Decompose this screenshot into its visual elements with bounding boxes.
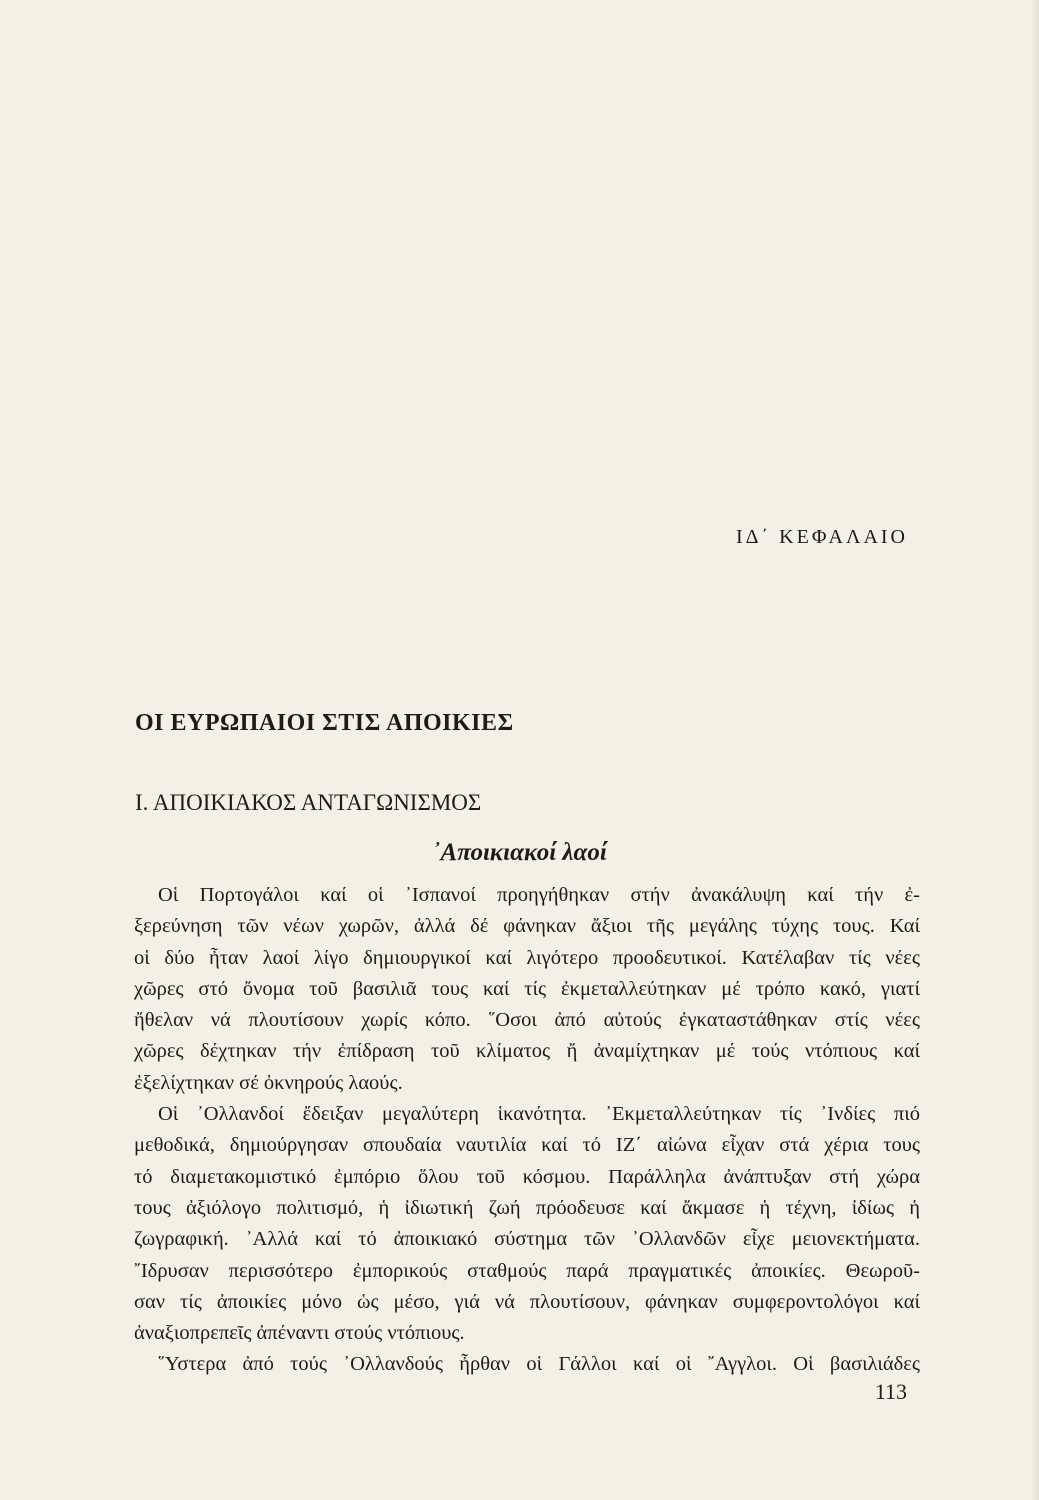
text-line: ἤθελαν νά πλουτίσουν χωρίς κόπο. ῞Οσοι ἀπό αὐτούς ἐγκαταστάθηκαν στίς νέες	[134, 1009, 920, 1032]
text-line: ἀναξιοπρεπεῖς ἀπέναντι στούς ντόπιους.	[134, 1322, 465, 1345]
text-line: χῶρες στό ὄνομα τοῦ βασιλιᾶ τους καί τίς ἐκμεταλλεύτηκαν μέ τρόπο κακό, γιατί	[134, 977, 920, 1000]
text-line: ῞Υστερα ἀπό τούς ᾿Ολλανδούς ἦρθαν οἱ Γάλλοι καί οἱ ῎Αγγλοι. Οἱ βασιλιάδες	[158, 1353, 920, 1376]
text-line: Οἱ Πορτογάλοι καί οἱ ᾿Ισπανοί προηγήθηκαν στήν ἀνακάλυψη καί τήν ἐ-	[158, 884, 920, 906]
text-line: μεθοδικά, δημιούργησαν σπουδαία ναυτιλία καί τό ΙΖ΄ αἰώνα εἶχαν στά χέρια τους	[134, 1134, 920, 1157]
chapter-title: ΟΙ ΕΥΡΩΠΑΙΟΙ ΣΤΙΣ ΑΠΟΙΚΙΕΣ	[135, 710, 514, 736]
text-line: ῎Ιδρυσαν περισσότερο ἐμπορικούς σταθμούς παρά πραγματικές ἀποικίες. Θεωροῦ-	[134, 1259, 920, 1282]
text-line: ζωγραφική. ᾿Αλλά καί τό ἀποικιακό σύστημα τῶν ᾿Ολλανδῶν εἶχε μειονεκτήματα.	[134, 1228, 920, 1251]
section-heading: Ι. ΑΠΟΙΚΙΑΚΟΣ ΑΝΤΑΓΩΝΙΣΜΟΣ	[135, 790, 482, 815]
text-line: οἱ δύο ἦταν λαοί λίγο δημιουργικοί καί λιγότερο προοδευτικοί. Κατέλαβαν τίς νέες	[134, 946, 920, 969]
text-line: τους ἀξιόλογο πολιτισμό, ἡ ἰδιωτική ζωή πρόοδευσε καί ἄκμασε ἡ τέχνη, ἰδίως ἡ	[134, 1196, 920, 1219]
text-line: ἐξελίχτηκαν σέ ὀκνηρούς λαούς.	[134, 1071, 403, 1094]
page-edge	[1031, 0, 1039, 1500]
body-text	[134, 880, 920, 1381]
text-line: Οἱ ᾿Ολλανδοί ἔδειξαν μεγαλύτερη ἱκανότητα. ᾿Εκμεταλλεύτηκαν τίς ᾿Ινδίες πιό	[158, 1103, 920, 1126]
text-line: σαν τίς ἀποικίες μόνο ὡς μέσο, γιά νά πλουτίσουν, φάνηκαν συμφεροντολόγοι καί	[134, 1290, 920, 1313]
chapter-heading: ΙΔ΄ ΚΕΦΑΛΑΙΟ	[736, 526, 908, 548]
text-line: τό διαμετακομιστικό ἐμπόριο ὅλου τοῦ κόσμου. Παράλληλα ἀνάπτυξαν στή χώρα	[134, 1165, 920, 1188]
text-line: χῶρες δέχτηκαν τήν ἐπίδραση τοῦ κλίματος ἤ ἀναμίχτηκαν μέ τούς ντόπιους καί	[134, 1040, 920, 1063]
subsection-heading: ᾿Αποικιακοί λαοί	[432, 839, 607, 866]
page-number: 113	[874, 1379, 907, 1404]
text-line: ξερεύνηση τῶν νέων χωρῶν, ἀλλά δέ φάνηκαν ἄξιοι τῆς μεγάλης τύχης τους. Καί	[134, 915, 920, 938]
